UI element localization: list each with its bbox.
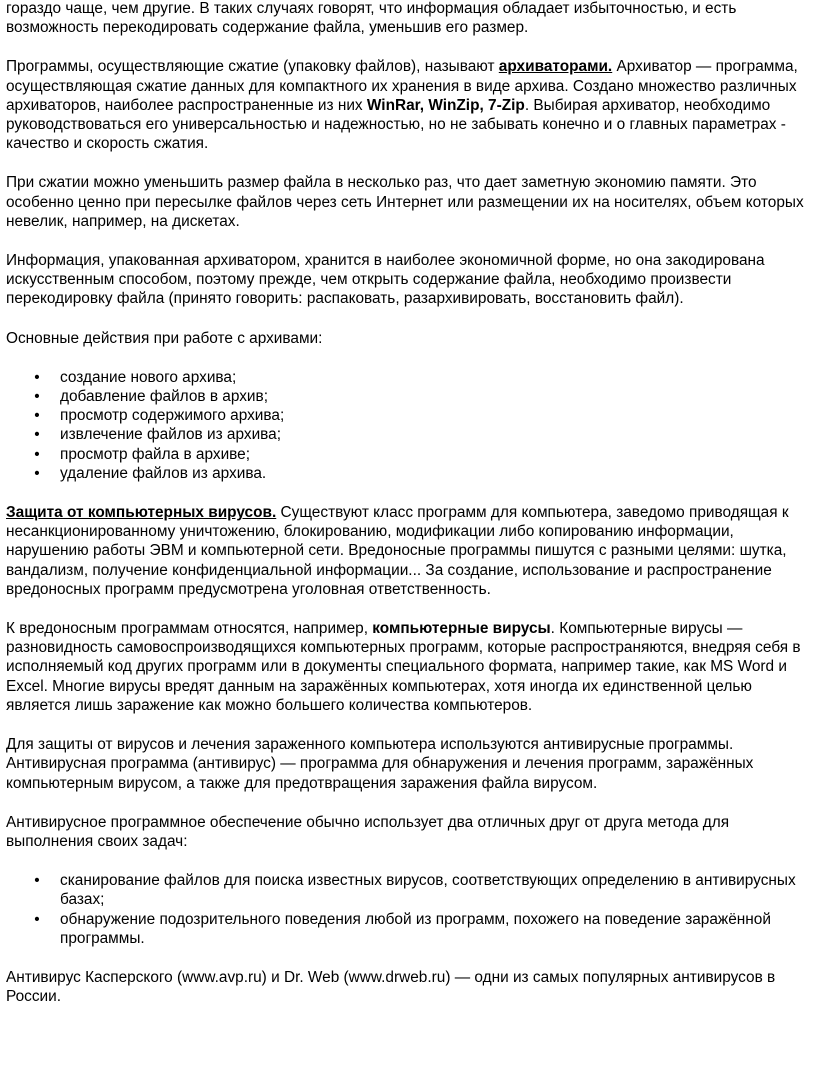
list-item (6, 387, 812, 406)
paragraph-text: гораздо чаще, чем другие. В таких случаях говорят, что информация обладает избыточностью, и есть возможность перекодировать содержание файла, уменьшив его размер. (6, 0, 737, 37)
paragraph-popular-antiviruses (6, 968, 812, 1006)
archiver-examples: WinRar, WinZip, 7-Zip (366, 96, 525, 114)
paragraph-redundancy (6, 0, 812, 37)
paragraph-text: Для защиты от вирусов и лечения зараженного компьютера используются антивирусные программы. Антивирусная программа (антивирус) — программа для обнаружения и лечения программ, заражённых компьютерным вирусом, а также для предотвращения заражения файла вирусом. (6, 736, 754, 792)
list-item-text: обнаружение подозрительного поведения любой из программ, похожего на поведение заражённой программы. (60, 910, 771, 947)
term-virus-protection: Защита от компьютерных вирусов. (6, 504, 277, 522)
bullet-icon: • (34, 388, 40, 406)
list-item (6, 368, 812, 387)
paragraph-text: Информация, упакованная архиватором, хранится в наиболее экономичной форме, но она закодирована искусственным способом, поэтому прежде, чем открыть содержание файла, необходимо произвести перекодировку файла (принято говорить: распаковать, разархивировать, восстановить файл). (6, 252, 765, 308)
paragraph-antivirus-programs (6, 735, 812, 793)
list-item-text: просмотр содержимого архива; (60, 407, 285, 425)
list-item (6, 910, 812, 948)
paragraph-text: Основные действия при работе с архивами: (6, 329, 323, 347)
list-item (6, 406, 812, 425)
list-item-text: создание нового архива; (60, 368, 237, 386)
paragraph-computer-viruses (6, 619, 812, 715)
list-item (6, 445, 812, 464)
paragraph-text: Существуют класс программ для компьютера, заведомо приводящая к несанкционированному уничтожению, блокированию, модификации либо копированию информации, нарушению работы ЭВМ и компьютерной сети. Вредоносные программы пишутся с разными целями: шутка, вандализм, получение конфиденциальной информации... За создание, использование и распространение вредоносных программ предусмотрена уголовная ответственность. (6, 504, 789, 598)
bullet-icon: • (34, 368, 40, 386)
term-archivers: архиваторами. (498, 58, 613, 76)
bullet-icon: • (34, 426, 40, 444)
list-item-text: сканирование файлов для поиска известных вирусов, соответствующих определению в антивирусных базах; (60, 872, 796, 909)
list-item (6, 425, 812, 444)
bullet-icon: • (34, 464, 40, 482)
paragraph-text: Антивирусное программное обеспечение обычно использует два отличных друг от друга метода для выполнения своих задач: (6, 813, 730, 850)
paragraph-text: При сжатии можно уменьшить размер файла в несколько раз, что дает заметную экономию памяти. Это особенно ценно при пересылке файлов через сеть Интернет или размещении их на носителях, объем которых невелик, например, на дискетах. (6, 174, 804, 230)
paragraph-archive-actions-intro (6, 329, 812, 348)
list-item-text: просмотр файла в архиве; (60, 445, 251, 463)
bullet-icon: • (34, 872, 40, 890)
paragraph-text: Программы, осуществляющие сжатие (упаковку файлов), называют (6, 58, 499, 76)
paragraph-antivirus-methods-intro (6, 813, 812, 851)
list-item (6, 464, 812, 483)
paragraph-text: Антивирус Касперского (www.avp.ru) и Dr. Web (www.drweb.ru) — одни из самых популярных антивирусов в России. (6, 968, 776, 1006)
paragraph-text: . Компьютерные вирусы — разновидность самовоспроизводящихся компьютерных программ, которые распространяются, внедряя себя в исполняемый код других программ или в документы специального формата, например такие, как MS Word и Excel. Многие вирусы вредят данным на заражённых компьютерах, хотя иногда их единственной целью является лишь заражение как можно большего количества компьютеров. (6, 620, 801, 714)
document-page (6, 0, 812, 1026)
paragraph-compression-benefit (6, 173, 812, 231)
paragraph-archivers (6, 57, 812, 153)
bullet-icon: • (34, 407, 40, 425)
paragraph-text: К вредоносным программам относятся, например, (6, 620, 373, 638)
list-item-text: извлечение файлов из архива; (60, 426, 282, 444)
archive-actions-list (6, 368, 812, 483)
paragraph-virus-protection (6, 503, 812, 599)
paragraph-text: Архиватор — программа, осуществляющая сжатие данных для компактного их хранения в виде архива. Создано множество различных архиваторов, наиболее распространенные из них (6, 58, 798, 114)
list-item (6, 871, 812, 909)
paragraph-unpacking (6, 251, 812, 309)
list-item-text: добавление файлов в архив; (60, 388, 268, 406)
antivirus-methods-list (6, 871, 812, 948)
paragraph-text: . Выбирая архиватор, необходимо руководствоваться его универсальностью и надежностью, но не забывать конечно и о главных параметрах - качество и скорость сжатия. (6, 96, 786, 153)
bullet-icon: • (34, 910, 40, 928)
list-item-text: удаление файлов из архива. (60, 464, 267, 482)
bullet-icon: • (34, 445, 40, 463)
term-computer-viruses: компьютерные вирусы (372, 620, 551, 638)
